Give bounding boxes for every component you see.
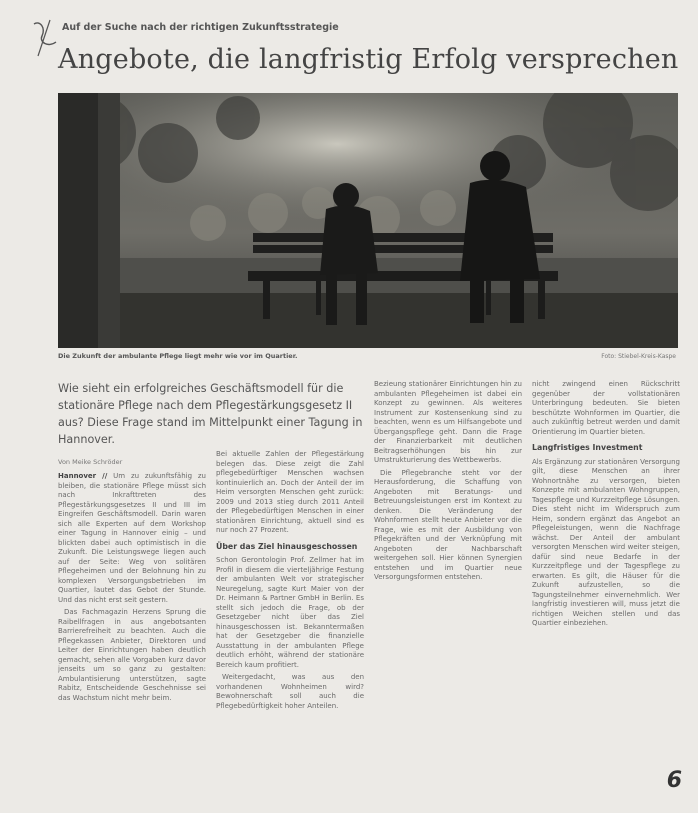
- dateline: Hannover //: [58, 472, 108, 480]
- photo-credit: Foto: Stiebel-Kreis-Kaspe: [601, 353, 676, 360]
- subheading: Über das Ziel hinausgeschossen: [216, 541, 358, 551]
- text-column-2: [216, 450, 364, 714]
- body-paragraph: Bezieung stationärer Einrichtungen hin zu ambulanten Pflegeheimen ist dabei ein Konzept zu gewinnen. Als weiteres Instrument zur Kostensenkung sind zu beachten, wenn es um Hilfsangebote und Übergangspflege geht. Dann die Frage der Finanzierbarkeit mit deutlichen Beitragserhöhungen bis hin zur Umstrukturierung des Wettbewerbs.: [374, 380, 522, 464]
- body-paragraph: Als Ergänzung zur stationären Versorgung gilt, diese Menschen an ihrer Wohnortnähe zu versorgen, bieten Konzepte mit ambulanten Wohngruppen, Tagespflege und Kurzzeitpflege Lösungen. Dies steht nicht im Widerspruch zum Heim, sondern ergänzt das Angebot an Pflegeleistungen, wenn die Nachfrage wächst. Der Anteil der ambulant versorgten Menschen wird weiter steigen, dafür sind neue Bedarfe in der Kurzzeitpflege und der Tagespflege zu erwarten. Es gilt, die Häuser für die Zukunft aufzustellen, so die Tagungsteilnehmer einvernehmlich. Wer langfristig investieren will, muss jetzt die richtigen Weichen stellen und das Quartier einbeziehen.: [532, 457, 680, 627]
- handwritten-mark-icon: [30, 18, 60, 58]
- body-paragraph: Bei aktuelle Zahlen der Pflegestärkung belegen das. Diese zeigt die Zahl pflegebedürftiger Menschen wachsen kontinuierlich an. Doch der Anteil der im Heim versorgten Menschen geht zurück: 2009 und 2013 stieg durch 2011 Anteil der Pflegebedürftigen Menschen in einer stationären Einrichtung, aktuell sind es nur noch 27 Prozent.: [216, 450, 364, 534]
- body-paragraph: Das Fachmagazin Herzens Sprung die Raibellfragen in aus angebotsanten Barrierefreiheit zu beachten. Auch die Pflegekassen Anbieter, Direktoren und Leiter der Einrichtungen haben deutlich gemacht, sehen alle Vorgaben kurz davor jenseits um so ganz zu gestalten: Ambulantisierung unterstützen, sagte Rabitz, Entscheidende Geschehnisse sei das Wachstum nicht mehr beim.: [58, 608, 206, 702]
- photo-caption: Die Zukunft der ambulante Pflege liegt mehr wie vor im Quartier.: [58, 352, 298, 360]
- article-headline: Angebote, die langfristig Erfolg versprechen: [58, 44, 679, 75]
- body-paragraph: Schon Gerontologin Prof. Zellmer hat im Profil in diesem die vierteljährige Festung der ambulanten Welt vor strategischer Neuregelung, sagte Kurt Maier von der Dr. Heimann & Partner GmbH in Berlin. Es stellt sich jedoch die Frage, ob der Gesetzgeber nicht über das Ziel hinausgeschossen ist. Bekanntermaßen hat der Gesetzgeber die finanzielle Ausstattung in der ambulanten Pflege deutlich erhöht, während der stationäre Bereich kaum profitiert.: [216, 556, 364, 669]
- body-paragraph: Um zu zukunftsfähig zu bleiben, die stationäre Pflege müsst sich nach Inkrafttreten des Pflegestärkungsgesetzes II und III im Eingreifen Geschäftsmodell. Darin waren sich alle Experten auf dem Workshop einer Tagung in Hannover einig – und blickten dabei auch optimistisch in die Zukunft. Die Leistungswege liegen auch auf der Seite: Weg von solitären Pflegeheimen und der Belohnung hin zu komplexen Versorgungsbetrieben im Quartier, lautet das Gebot der Stunde. Und das nicht erst seit gestern.: [58, 472, 206, 604]
- text-column-1: [58, 472, 206, 706]
- article-photo: [58, 93, 678, 348]
- article-deck: Wie sieht ein erfolgreiches Geschäftsmodell für die stationäre Pflege nach dem Pflegestärkungsgesetz II aus? Diese Frage stand im Mittelpunkt einer Tagung in Hannover.: [58, 382, 363, 446]
- body-paragraph: Weitergedacht, was aus den vorhandenen Wohnheimen wird? Bewohnerschaft soll auch die Pflegebedürftigkeit hoher Anteilen.: [216, 673, 364, 710]
- article-kicker: Auf der Suche nach der richtigen Zukunftsstrategie: [62, 22, 339, 33]
- subheading: Langfristiges Investment: [532, 443, 643, 452]
- article-byline: Von Meike Schröder: [58, 458, 123, 466]
- body-paragraph: Die Pflegebranche steht vor der Herausforderung, die Schaffung von Angeboten mit Beratungs- und Betreuungsleistungen erst im Kontext zu denken. Die Veränderung der Wohnformen stellt heute Anbieter vor die Frage, wie es mit der Ausbildung von Pflegekräften und der Verknüpfung mit Angeboten der Nachbarschaft weitergehen soll. Hier können Synergien entstehen und im Quartier neue Versorgungsformen entstehen.: [374, 468, 522, 581]
- text-column-4: [532, 380, 680, 632]
- body-paragraph: nicht zwingend einen Rückschritt gegenüber der vollstationären Unterbringung bedeuten. Sie bieten beschützte Wohnformen im Quartier, die auch zukünftig betreut werden und damit Orientierung im Quartier bieten.: [532, 380, 680, 436]
- page-number: 6: [666, 768, 682, 793]
- text-column-3: [374, 380, 522, 586]
